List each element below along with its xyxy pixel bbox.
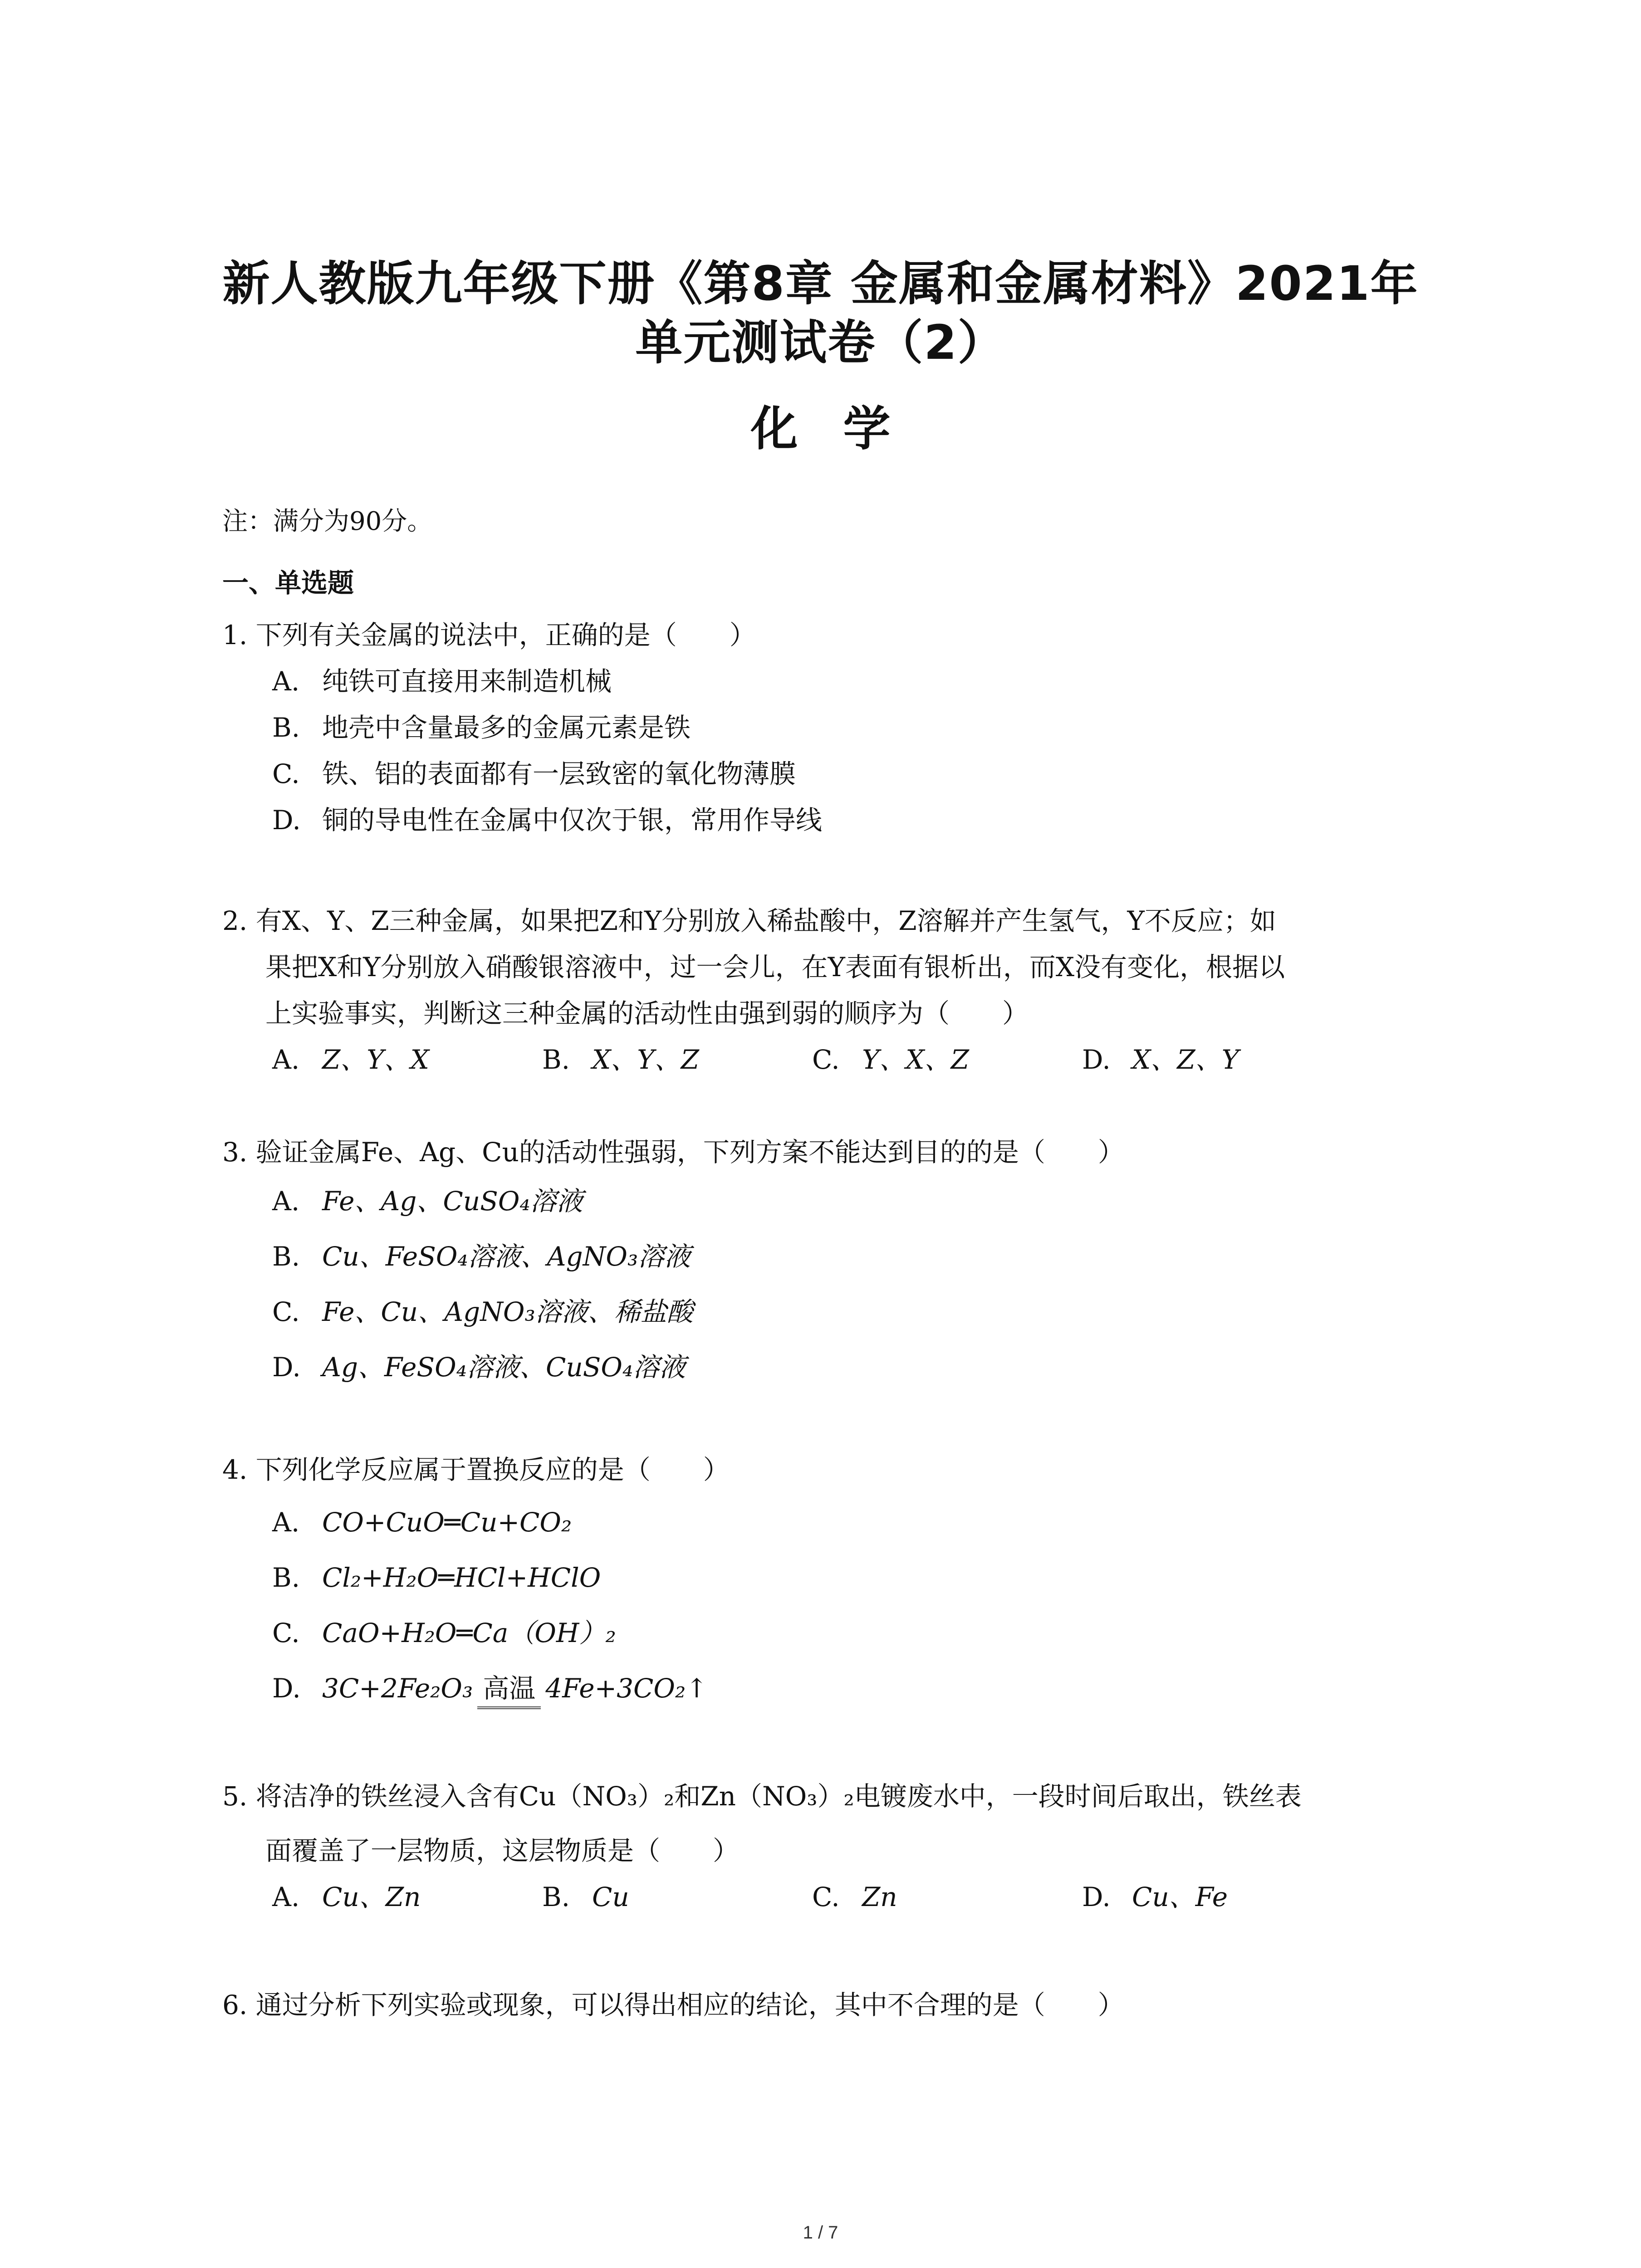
exam-title-line-1: 新人教版九年级下册《第8章 金属和金属材料》2021年 (222, 256, 1419, 311)
option-equation-right: 4Fe+3CO₂↑ (545, 1673, 708, 1704)
question-3-stem: 3. 验证金属Fe、Ag、Cu的活动性强弱，下列方案不能达到目的的是（ ） (222, 1137, 1124, 1168)
reaction-condition: 高温 (477, 1670, 541, 1706)
option-label: B. (542, 1044, 570, 1075)
question-1-option-c (272, 756, 796, 792)
option-text: Ag、FeSO₄溶液、CuSO₄溶液 (322, 1352, 686, 1383)
option-text: 纯铁可直接用来制造机械 (322, 666, 612, 697)
score-note: 注：满分为90分。 (222, 507, 433, 536)
option-text: 地壳中含量最多的金属元素是铁 (322, 712, 691, 743)
option-label: A. (272, 1186, 300, 1217)
option-label: D. (272, 1673, 301, 1704)
option-label: D. (272, 1352, 301, 1383)
option-text: X、Y、Z (592, 1044, 699, 1075)
option-label: C. (272, 1618, 300, 1648)
question-1-option-b (272, 709, 691, 746)
option-text: Zn (862, 1882, 897, 1912)
question-5-option-a (272, 1879, 421, 1915)
section-heading: 一、单选题 (222, 567, 354, 598)
option-text: Fe、Cu、AgNO₃溶液、稀盐酸 (322, 1296, 693, 1327)
option-text: 铜的导电性在金属中仅次于银，常用作导线 (322, 805, 823, 836)
question-1-stem: 1. 下列有关金属的说法中，正确的是（ ） (222, 620, 756, 650)
option-text: Cu、Zn (322, 1882, 421, 1912)
option-label: B. (272, 712, 300, 743)
question-3-option-d (272, 1349, 686, 1385)
option-label: D. (1082, 1882, 1111, 1912)
question-1-option-d (272, 802, 822, 838)
option-label: B. (542, 1882, 570, 1912)
option-text: Cu、FeSO₄溶液、AgNO₃溶液 (322, 1241, 691, 1272)
question-4-option-a (272, 1504, 572, 1540)
subject-heading: 化学 (750, 401, 936, 456)
question-3-option-c (272, 1294, 693, 1330)
option-text: Cu、Fe (1132, 1882, 1228, 1912)
option-label: D. (1082, 1044, 1111, 1075)
option-label: D. (272, 805, 301, 836)
option-label: C. (812, 1044, 840, 1075)
option-label: C. (272, 1296, 300, 1327)
option-text: CaO+H₂O═Ca（OH）₂ (322, 1618, 616, 1648)
question-2-stem-line-1: 2. 有X、Y、Z三种金属，如果把Z和Y分别放入稀盐酸中，Z溶解并产生氢气，Y不反应；如 (222, 905, 1276, 936)
option-text: Cu (592, 1882, 629, 1912)
question-5-stem-line-2: 面覆盖了一层物质，这层物质是（ ） (265, 1835, 740, 1866)
option-text: X、Z、Y (1132, 1044, 1239, 1075)
question-2-option-d (1082, 1041, 1239, 1078)
option-label: B. (272, 1241, 300, 1272)
question-4-option-b (272, 1559, 601, 1596)
option-text: Cl₂+H₂O═HCl+HClO (322, 1562, 601, 1593)
question-6-stem: 6. 通过分析下列实验或现象，可以得出相应的结论，其中不合理的是（ ） (222, 1989, 1124, 2020)
option-text: Y、X、Z (862, 1044, 969, 1075)
question-2-stem-line-3: 上实验事实，判断这三种金属的活动性由强到弱的顺序为（ ） (265, 998, 1029, 1029)
option-label: A. (272, 1882, 300, 1912)
option-label: C. (272, 758, 300, 789)
option-label: A. (272, 1044, 300, 1075)
question-5-option-b (542, 1879, 629, 1915)
question-2-option-b (542, 1041, 699, 1078)
option-text: 铁、铝的表面都有一层致密的氧化物薄膜 (322, 758, 796, 789)
option-label: A. (272, 666, 300, 697)
option-text: Fe、Ag、CuSO₄溶液 (322, 1186, 583, 1217)
page-number: 1 / 7 (803, 2223, 838, 2243)
option-text: Z、Y、X (322, 1044, 429, 1075)
question-4-option-c (272, 1615, 616, 1651)
question-1-option-a (272, 663, 612, 699)
option-text: CO+CuO═Cu+CO₂ (322, 1507, 572, 1538)
exam-title-line-2: 单元测试卷（2） (635, 315, 1006, 370)
question-5-option-d (1082, 1879, 1228, 1915)
option-label: A. (272, 1507, 300, 1538)
question-4-option-d (272, 1670, 708, 1706)
option-label: C. (812, 1882, 840, 1912)
question-2-stem-line-2: 果把X和Y分别放入硝酸银溶液中，过一会儿，在Y表面有银析出，而X没有变化，根据以 (265, 952, 1285, 982)
option-equation-left: 3C+2Fe₂O₃ (322, 1673, 473, 1704)
question-5-option-c (812, 1879, 897, 1915)
question-2-option-a (272, 1041, 429, 1078)
option-label: B. (272, 1562, 300, 1593)
question-5-stem-line-1: 5. 将洁净的铁丝浸入含有Cu（NO₃）₂和Zn（NO₃）₂电镀废水中，一段时间后取出，铁丝表 (222, 1781, 1302, 1812)
question-3-option-a (272, 1183, 583, 1219)
question-4-stem: 4. 下列化学反应属于置换反应的是（ ） (222, 1454, 730, 1485)
question-2-option-c (812, 1041, 969, 1078)
question-3-option-b (272, 1238, 691, 1275)
